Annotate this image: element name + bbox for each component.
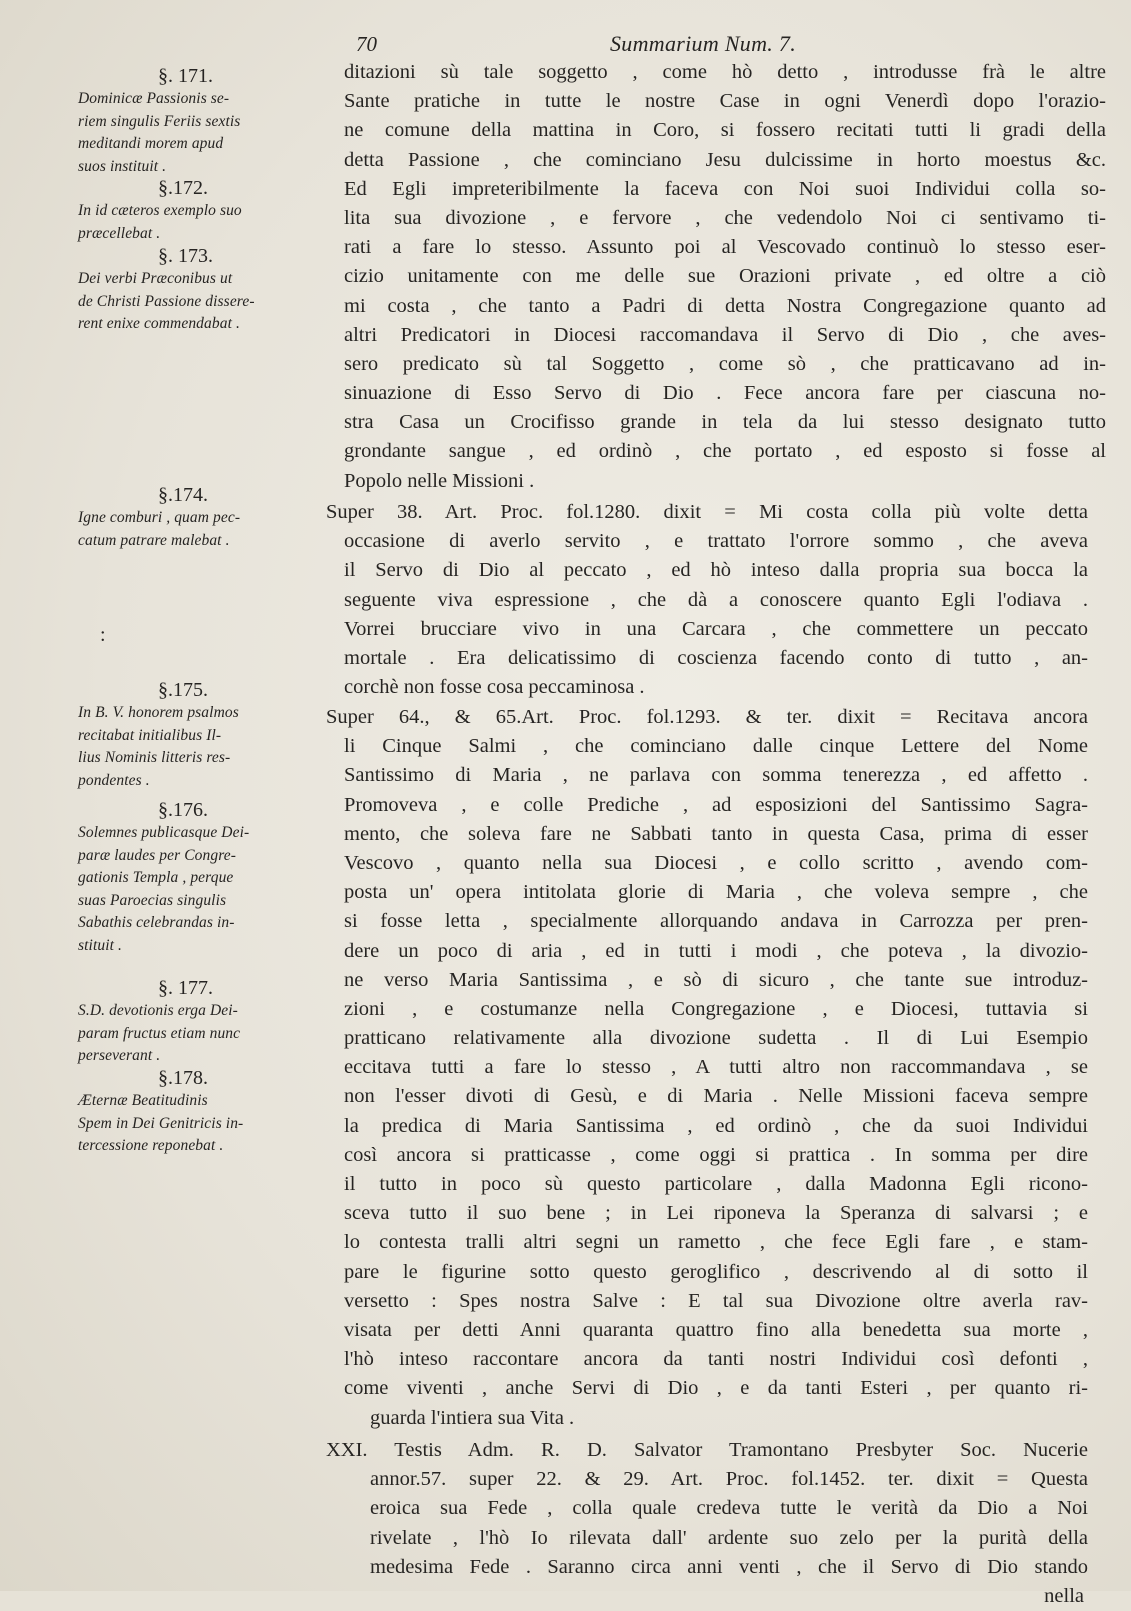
note-line: pondentes . xyxy=(78,771,150,789)
text-line: zioni , e costumanze nella Congregazione , e Diocesi, tuttavia si xyxy=(344,997,1088,1020)
margin-note-174 xyxy=(78,483,318,552)
margin-note-177 xyxy=(78,976,318,1068)
note-line: riem singulis Feriis sextis xyxy=(78,112,241,130)
text-line: versetto : Spes nostra Salve : E tal sua Divozione oltre averla rav- xyxy=(344,1289,1088,1312)
text-line: Super 38. Art. Proc. fol.1280. dixit = Mi costa colla più volte detta xyxy=(326,501,1088,523)
note-line: stituit . xyxy=(78,936,122,954)
note-line: præcellebat . xyxy=(78,224,161,242)
text-line: ne verso Maria Santissima , e sò di sicuro , che tante sue introduz- xyxy=(344,968,1088,991)
text-line: la predica di Maria Santissima , ed ordinò , che da suoi Individui xyxy=(344,1114,1088,1137)
text-line: li Cinque Salmi , che cominciano dalle cinque Lettere del Nome xyxy=(344,735,1088,758)
margin-note-172 xyxy=(78,176,318,245)
paragraph-super-64 xyxy=(326,703,1088,1433)
paragraph-testimony-continued xyxy=(326,58,1106,496)
note-number: §.176. xyxy=(158,799,208,821)
text-line: occasione di averlo servito , e trattato l'orrore sommo , che aveva xyxy=(344,530,1088,553)
text-line: Vescovo , quanto nella sua Diocesi , e collo scritto , avendo com- xyxy=(344,851,1088,874)
note-line: catum patrare malebat . xyxy=(78,531,230,549)
note-line: Dei verbi Præconibus ut xyxy=(78,270,233,287)
note-line: meditandi morem apud xyxy=(78,135,224,152)
note-line: Sabathis celebrandas in- xyxy=(78,914,235,931)
text-line: l'hò inteso raccontare ancora da tanti nostri Individui così defonti , xyxy=(344,1348,1088,1371)
text-line: sceva tutto il suo bene ; in Lei riponeva la Speranza di salvarsi ; e xyxy=(344,1202,1088,1225)
note-line: In id cæteros exemplo suo xyxy=(78,202,242,219)
note-line: Dominicæ Passionis se- xyxy=(78,90,230,107)
text-line: pratticano relativamente alla divozione sudetta . Il di Lui Esempio xyxy=(344,1027,1088,1050)
note-number: §. 171. xyxy=(158,65,213,87)
text-line: così ancora si pratticasse , come oggi si prattica . In somma per dire xyxy=(344,1143,1088,1166)
text-line: Super 64., & 65.Art. Proc. fol.1293. & ter. dixit = Recitava ancora xyxy=(326,706,1088,728)
paragraph-super-38 xyxy=(326,498,1088,702)
note-line: lius Nominis litteris res- xyxy=(78,749,231,766)
margin-note-178 xyxy=(78,1066,318,1158)
text-line: pare le figurine sotto questo geroglifico , descrivendo al di sotto il xyxy=(344,1260,1088,1283)
text-line: medesima Fede . Saranno circa anni venti , che il Servo di Dio stando xyxy=(370,1555,1088,1578)
text-line: posta un' opera intitolata glorie di Maria , che voleva sempre , che xyxy=(344,881,1088,904)
text-line: Vorrei brucciare vivo in una Carcara , che commettere un peccato xyxy=(344,617,1088,640)
text-line: guarda l'intiera sua Vita . xyxy=(370,1406,575,1429)
text-line: Sante pratiche in tutte le nostre Case in ogni Venerdì dopo l'orazio- xyxy=(344,90,1106,113)
note-line: Igne comburi , quam pec- xyxy=(78,509,241,526)
text-line: mortale . Era delicatissimo di coscienza facendo conto di tutto , an- xyxy=(344,646,1088,669)
text-line: eroica sua Fede , colla quale credeva tutte le verità da Dio a Noi xyxy=(370,1497,1088,1520)
text-line: non l'esser divoti di Gesù, e di Maria . Nelle Missioni faceva sempre xyxy=(344,1085,1088,1108)
note-line: suas Paroecias singulis xyxy=(78,891,227,909)
text-line: Popolo nelle Missioni . xyxy=(344,469,535,492)
text-line: cizio unitamente con me delle sue Orazioni private , ed oltre a ciò xyxy=(344,265,1106,288)
text-line: detta Passione , che cominciano Jesu dulcissime in horto moestus &c. xyxy=(344,148,1106,171)
note-line: suos instituit . xyxy=(78,157,167,175)
paragraph-testis-xxi xyxy=(326,1436,1088,1611)
note-line: tercessione reponebat . xyxy=(78,1137,224,1154)
margin-note-171 xyxy=(78,64,318,178)
note-line: In B. V. honorem psalmos xyxy=(78,704,239,721)
text-line: sinuazione di Esso Servo di Dio . Fece ancora fare per ciascuna no- xyxy=(344,382,1106,405)
text-line: il tutto in poco sù questo particolare , dalla Madonna Egli ricono- xyxy=(344,1173,1088,1195)
note-line: de Christi Passione dissere- xyxy=(78,292,255,310)
note-number: §.178. xyxy=(158,1067,208,1089)
text-line: mento, che soleva fare ne Sabbati tanto in questa Casa, prima di esser xyxy=(344,822,1088,845)
stray-mark: : xyxy=(100,624,106,646)
margin-note-176 xyxy=(78,798,318,957)
note-number: §.175. xyxy=(158,679,208,701)
note-line: param fructus etiam nunc xyxy=(78,1024,241,1042)
text-line: dere un poco di aria , ed in tutti i modi , che poteva , la divozio- xyxy=(344,939,1088,962)
text-line: Ed Egli impreteribilmente la faceva con Noi suoi Individui colla so- xyxy=(344,177,1106,200)
text-line: lo contesta tralli altri segni un rametto , che fece Egli fare , e stam- xyxy=(344,1231,1088,1254)
note-number: §. 173. xyxy=(158,245,213,267)
note-line: Solemnes publicasque Dei- xyxy=(78,824,250,841)
note-line: S.D. devotionis erga Dei- xyxy=(78,1002,238,1019)
text-line: XXI. Testis Adm. R. D. Salvator Tramontano Presbyter Soc. Nucerie xyxy=(326,1439,1088,1461)
text-line: visata per detti Anni quaranta quattro fino alla benedetta sua morte , xyxy=(344,1318,1088,1341)
text-line: si fosse letta , specialmente allorquando andava in Carrozza per pren- xyxy=(344,910,1088,933)
text-line: corchè non fosse cosa peccaminosa . xyxy=(344,676,645,699)
text-line: annor.57. super 22. & 29. Art. Proc. fol.1452. ter. dixit = Questa xyxy=(370,1468,1088,1491)
note-line: rent enixe commendabat . xyxy=(78,315,240,332)
note-line: Æternæ Beatitudinis xyxy=(78,1092,208,1109)
running-head: Summarium Num. 7. xyxy=(610,31,796,56)
text-line: Promoveva , e colle Prediche , ad esposizioni del Santissimo Sagra- xyxy=(344,793,1088,816)
text-line: come viventi , anche Servi di Dio , e da tanti Esteri , per quanto ri- xyxy=(344,1377,1088,1400)
text-line: il Servo di Dio al peccato , ed hò inteso dalla propria sua bocca la xyxy=(344,559,1088,582)
text-line: mi costa , che tanto a Padri di detta Nostra Congregazione quanto ad xyxy=(344,294,1106,317)
text-line: ditazioni sù tale soggetto , come hò detto , introdusse frà le altre xyxy=(344,61,1106,83)
catchword: nella xyxy=(1044,1584,1084,1607)
text-line: grondante sangue , ed ordinò , che portato , ed esposto si fosse al xyxy=(344,440,1106,463)
page-number: 70 xyxy=(356,32,377,56)
note-line: Spem in Dei Genitricis in- xyxy=(78,1114,244,1132)
text-line: eccitava tutti a fare lo stesso , A tutti altro non raccommandava , se xyxy=(344,1056,1088,1079)
text-line: rivelate , l'hò Io rilevata dall' ardente suo zelo per la purità della xyxy=(370,1526,1088,1549)
note-line: gationis Templa , perque xyxy=(78,869,234,886)
text-line: rati a fare lo stesso. Assunto poi al Vescovado continuò lo stesso eser- xyxy=(344,236,1106,259)
note-line: recitabat initialibus Il- xyxy=(78,726,222,744)
text-line: sero predicato sù tal Soggetto , come sò , che pratticavano ad in- xyxy=(344,352,1106,375)
note-line: paræ laudes per Congre- xyxy=(78,846,237,864)
page-header xyxy=(0,26,1131,60)
text-line: Santissimo di Maria , ne parlava con somma tenerezza , ed affetto . xyxy=(344,764,1088,787)
note-number: §.172. xyxy=(158,177,208,199)
note-number: §. 177. xyxy=(158,977,213,999)
text-line: seguente viva espressione , che dà a conoscere quanto Egli l'odiava . xyxy=(344,588,1088,611)
margin-note-175 xyxy=(78,678,318,792)
text-line: lita sua divozione , e fervore , che vedendolo Noi ci sentivamo ti- xyxy=(344,206,1106,229)
text-line: altri Predicatori in Diocesi raccomandava il Servo di Dio , che aves- xyxy=(344,323,1106,346)
note-number: §.174. xyxy=(158,484,208,506)
text-line: stra Casa un Crocifisso grande in tela da lui stesso designato tutto xyxy=(344,411,1106,434)
margin-note-173 xyxy=(78,244,318,336)
note-line: perseverant . xyxy=(78,1047,161,1064)
text-line: ne comune della mattina in Coro, si fossero recitati tutti li gradi della xyxy=(344,119,1106,142)
